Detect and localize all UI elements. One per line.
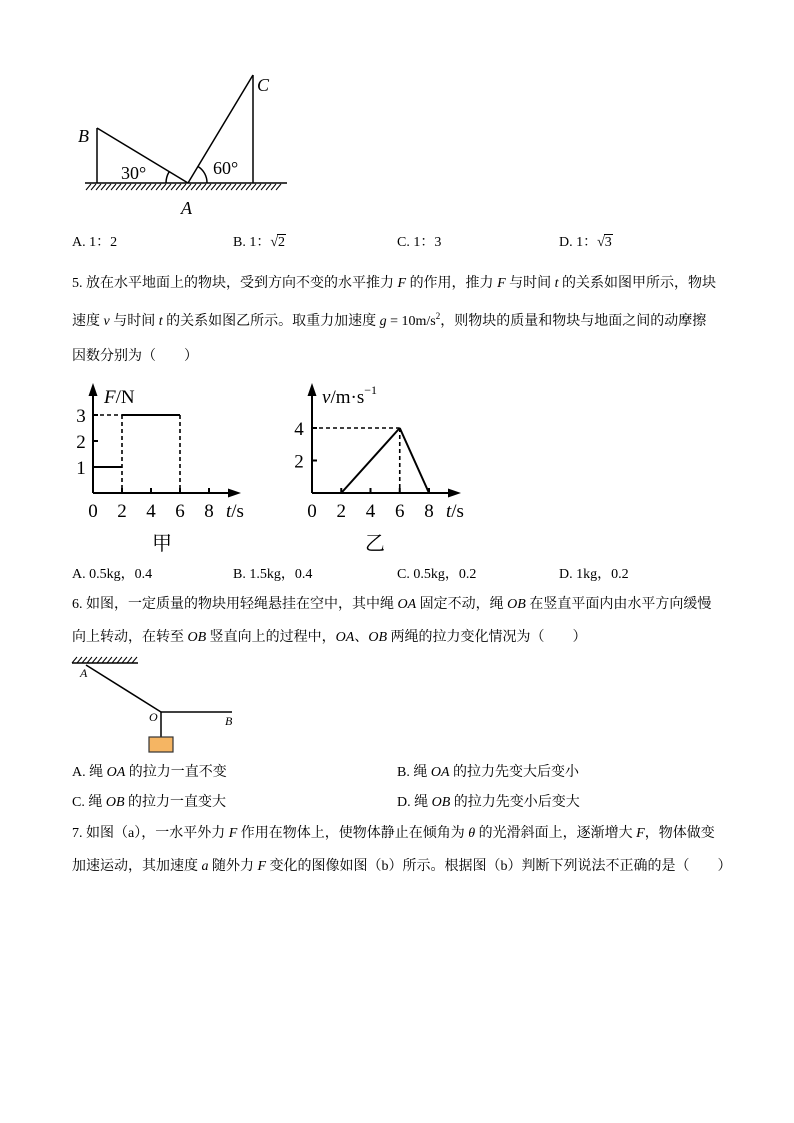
y-axis-label	[322, 383, 377, 408]
q4-figure	[70, 65, 300, 220]
var-ob: OB	[187, 630, 207, 645]
q4-option-b[interactable]	[233, 233, 286, 253]
var-f: F	[497, 276, 506, 291]
q5-stem-line-2	[72, 312, 706, 332]
q5-option-d[interactable]: D. 1kg，0.2	[559, 567, 629, 582]
text-run: 5. 放在水平地面上的物块，受到方向不变的水平推力	[72, 276, 398, 291]
x-tick-label: 6	[175, 501, 185, 522]
q4-option-b-text: B. 1：√	[233, 235, 279, 250]
text-run: 两绳的拉力变化情况为（ ）	[387, 630, 587, 645]
x-tick-label: 6	[395, 501, 405, 522]
x-tick-label: 4	[365, 501, 376, 522]
text-run: ，物体做变	[644, 826, 715, 841]
var-ob: OB	[105, 795, 125, 810]
y-axis-variable: F	[104, 387, 116, 408]
x-tick-label: 8	[424, 501, 434, 522]
y-tick-label: 3	[76, 406, 86, 427]
q6-option-d[interactable]	[397, 793, 580, 813]
graph-f-t-layer	[76, 383, 244, 555]
text-run: 6. 如图，一定质量的物块用轻绳悬挂在空中，其中绳	[72, 597, 398, 612]
text-run: 随外力	[208, 859, 258, 874]
var-a: a	[201, 859, 209, 874]
text-run: 固定不动，绳	[416, 597, 508, 612]
text-run: = 10m/s	[386, 314, 436, 329]
var-oa: OA	[106, 765, 126, 780]
x-axis-unit: /s	[451, 501, 464, 522]
x-axis-label	[226, 501, 244, 522]
var-ob: OB	[368, 630, 388, 645]
y-tick-label: 4	[294, 419, 304, 440]
q6-option-c[interactable]	[72, 793, 226, 813]
graph-f-t	[70, 378, 255, 558]
text-run: 加速运动，其加速度	[72, 859, 202, 874]
graph-v-t-layer	[294, 383, 464, 555]
data-line-segment	[400, 428, 429, 493]
y-tick-label: 2	[294, 451, 304, 473]
text-run: 的关系如图乙所示。取重力加速度	[162, 314, 380, 329]
q4-option-b-radicand: 2	[278, 235, 286, 250]
label-b: B	[78, 126, 89, 146]
angle-arc-30	[166, 172, 169, 183]
text-run: 竖直向上的过程中，	[206, 630, 336, 645]
var-t: t	[158, 314, 163, 329]
q6-option-b[interactable]	[397, 763, 579, 783]
text-run: 在竖直平面内由水平方向缓慢	[525, 597, 712, 612]
var-f: F	[257, 859, 267, 874]
var-ob: OB	[507, 597, 526, 612]
text-run: C. 绳	[72, 795, 106, 810]
y-axis-unit: /N	[115, 387, 135, 408]
text-run: D. 绳	[397, 795, 432, 810]
var-ob: OB	[431, 795, 451, 810]
x-axis-unit: /s	[231, 501, 244, 522]
x-tick-label: 8	[204, 501, 214, 522]
superscript: 2	[435, 311, 441, 321]
block	[149, 737, 173, 752]
text-run: 的拉力先变小后变大	[450, 795, 580, 810]
text-run: 7. 如图（a），一水平外力	[72, 826, 229, 841]
graph-caption: 乙	[365, 533, 385, 555]
text-run: 的光滑斜面上，逐渐增大	[475, 826, 637, 841]
x-axis-variable: t	[446, 501, 452, 522]
x-axis-label	[446, 501, 464, 522]
angle-label-60: 60°	[213, 158, 239, 178]
text-run: B. 绳	[397, 765, 431, 780]
text-run: 与时间	[505, 276, 555, 291]
text-run: 的拉力一直不变	[125, 765, 227, 780]
x-axis-arrow	[228, 489, 241, 498]
var-oa: OA	[397, 597, 417, 612]
text-run: 的作用，推力	[406, 276, 498, 291]
var-theta: θ	[468, 826, 476, 841]
y-axis-unit: /m·s	[330, 387, 365, 408]
var-f: F	[228, 826, 238, 841]
y-axis-variable: v	[322, 387, 331, 408]
graph-v-t	[288, 378, 473, 558]
q6-figure	[66, 650, 246, 760]
angle-label-30: 30°	[121, 163, 147, 183]
y-tick-label: 2	[76, 432, 86, 453]
label-b: B	[225, 714, 233, 728]
q4-option-d[interactable]	[559, 233, 613, 253]
ground-hatching	[86, 184, 281, 190]
x-axis-variable: t	[226, 501, 232, 522]
graph-caption: 甲	[152, 533, 172, 555]
text-run: 的拉力一直变大	[124, 795, 227, 810]
text-run: ，则物块的质量和物块与地面之间的动摩擦	[440, 314, 707, 329]
y-axis-label	[103, 387, 135, 408]
y-axis-arrow	[308, 383, 317, 396]
q5-stem-line-1	[72, 274, 716, 294]
angle-arc-60	[198, 167, 207, 184]
x-tick-label: 0	[307, 501, 317, 522]
q5-option-a[interactable]: A. 0.5kg，0.4	[72, 567, 153, 582]
q7-stem-line-1	[72, 824, 715, 844]
var-oa: OA	[430, 765, 450, 780]
var-g: g	[379, 314, 387, 329]
var-t: t	[554, 276, 559, 291]
q4-option-c[interactable]: C. 1：3	[397, 235, 442, 250]
y-tick-label: 1	[76, 458, 86, 479]
q5-option-b[interactable]: B. 1.5kg，0.4	[233, 567, 313, 582]
q6-stem-line-1	[72, 595, 711, 615]
q4-option-d-radicand: 3	[604, 235, 612, 250]
text-run: 向上转动，在转至	[72, 630, 188, 645]
text-run: 与时间	[109, 314, 159, 329]
x-tick-label: 2	[336, 501, 346, 522]
var-oa: OA	[335, 630, 355, 645]
text-run: 的拉力先变大后变小	[449, 765, 580, 780]
var-v: v	[103, 314, 110, 329]
label-c: C	[257, 75, 270, 95]
q4-option-d-text: D. 1：√	[559, 235, 605, 250]
text-run: 、	[354, 630, 369, 645]
x-tick-label: 4	[146, 501, 156, 522]
var-f: F	[636, 826, 645, 841]
ceiling-hatching	[72, 657, 137, 663]
q5-option-c[interactable]: C. 0.5kg，0.2	[397, 567, 477, 582]
text-run: A. 绳	[72, 765, 107, 780]
q6-stem-line-2	[72, 628, 587, 648]
x-tick-label: 2	[117, 501, 127, 522]
label-a: A	[80, 666, 88, 680]
text-run: 速度	[72, 314, 104, 329]
x-tick-label: 0	[88, 501, 98, 522]
q7-stem-line-2	[72, 857, 732, 877]
q4-option-a[interactable]: A. 1：2	[72, 235, 118, 250]
text-run: 作用在物体上，使物体静止在倾角为	[237, 826, 469, 841]
y-axis-unit-exponent: −1	[364, 383, 377, 397]
data-line-segment	[341, 428, 400, 493]
label-a: A	[181, 198, 192, 218]
var-f: F	[397, 276, 407, 291]
x-axis-arrow	[448, 489, 461, 498]
label-o: O	[149, 710, 158, 724]
text-run: 的关系如图甲所示，物块	[558, 276, 717, 291]
q6-option-a[interactable]	[72, 763, 227, 783]
rope-oa	[86, 665, 161, 712]
y-axis-arrow	[89, 383, 98, 396]
text-run: 变化的图像如图（b）所示。根据图（b）判断下列说法不正确的是（ ）	[266, 859, 732, 874]
q5-stem-line-3: 因数分别为（ ）	[72, 349, 198, 364]
